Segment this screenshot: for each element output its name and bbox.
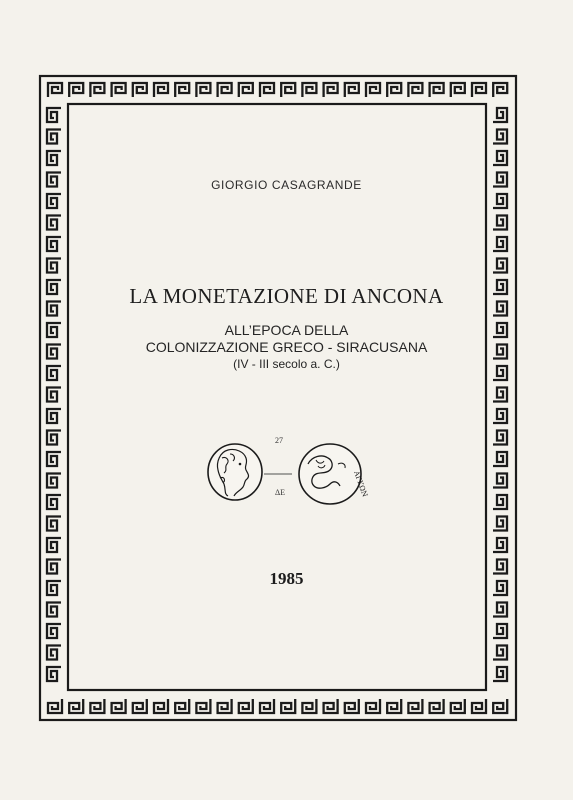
greek-key-unit bbox=[90, 699, 104, 713]
greek-key-unit bbox=[408, 83, 422, 97]
greek-key-unit bbox=[47, 151, 61, 165]
coin-obverse-head-icon bbox=[208, 444, 262, 500]
greek-key-unit bbox=[47, 495, 61, 509]
greek-key-unit bbox=[48, 83, 62, 97]
greek-key-unit bbox=[430, 83, 444, 97]
greek-key-unit bbox=[47, 452, 61, 466]
subtitle-line-2: COLONIZZAZIONE GRECO - SIRACUSANA bbox=[145, 339, 428, 355]
greek-key-unit bbox=[302, 699, 316, 713]
greek-key-unit bbox=[154, 83, 168, 97]
greek-key-unit bbox=[218, 83, 232, 97]
svg-text:ΑΓΚΩΝ: ΑΓΚΩΝ bbox=[352, 469, 369, 499]
coin-mark-bottom: ΔΕ bbox=[275, 488, 286, 497]
greek-key-unit bbox=[451, 83, 465, 97]
greek-key-unit bbox=[47, 646, 61, 660]
greek-key-unit bbox=[47, 108, 61, 122]
greek-key-unit bbox=[90, 83, 104, 97]
greek-key-unit bbox=[493, 216, 507, 230]
greek-key-unit bbox=[47, 388, 61, 402]
greek-key-unit bbox=[408, 699, 422, 713]
greek-key-unit bbox=[69, 83, 83, 97]
greek-key-unit bbox=[47, 130, 61, 144]
greek-key-unit bbox=[493, 151, 507, 165]
coin-reverse-arm-icon bbox=[299, 444, 369, 504]
greek-key-unit bbox=[196, 699, 210, 713]
greek-key-unit bbox=[112, 83, 126, 97]
book-title: LA MONETAZIONE DI ANCONA bbox=[129, 284, 444, 308]
greek-key-unit bbox=[430, 699, 444, 713]
greek-key-unit bbox=[47, 259, 61, 273]
greek-key-unit bbox=[69, 699, 83, 713]
greek-key-unit bbox=[387, 699, 401, 713]
greek-key-unit bbox=[260, 699, 274, 713]
coin-illustration bbox=[200, 434, 370, 514]
subtitle-line-1: ALL’EPOCA DELLA bbox=[224, 322, 349, 338]
greek-key-unit bbox=[47, 409, 61, 423]
greek-key-unit bbox=[302, 83, 316, 97]
greek-key-unit bbox=[175, 83, 189, 97]
greek-key-unit bbox=[47, 517, 61, 531]
greek-key-unit bbox=[133, 83, 147, 97]
greek-key-unit bbox=[47, 194, 61, 208]
greek-key-unit bbox=[366, 83, 380, 97]
greek-key-unit bbox=[493, 624, 507, 638]
greek-key-unit bbox=[47, 667, 61, 681]
greek-key-unit bbox=[493, 667, 507, 681]
greek-key-unit bbox=[493, 495, 507, 509]
greek-key-unit bbox=[493, 83, 507, 97]
greek-key-unit bbox=[47, 216, 61, 230]
greek-key-unit bbox=[472, 83, 486, 97]
greek-key-unit bbox=[472, 699, 486, 713]
greek-key-unit bbox=[196, 83, 210, 97]
greek-key-unit bbox=[493, 474, 507, 488]
subtitle-line-3: (IV - III secolo a. C.) bbox=[233, 357, 340, 371]
greek-key-unit bbox=[493, 699, 507, 713]
greek-key-unit bbox=[260, 83, 274, 97]
greek-key-unit bbox=[239, 699, 253, 713]
greek-key-unit bbox=[154, 699, 168, 713]
greek-key-unit bbox=[493, 603, 507, 617]
greek-key-unit bbox=[218, 699, 232, 713]
greek-key-unit bbox=[493, 237, 507, 251]
greek-key-unit bbox=[366, 699, 380, 713]
greek-key-unit bbox=[493, 409, 507, 423]
greek-key-unit bbox=[493, 259, 507, 273]
greek-key-unit bbox=[47, 538, 61, 552]
greek-key-unit bbox=[239, 83, 253, 97]
greek-key-unit bbox=[345, 699, 359, 713]
greek-key-unit bbox=[47, 624, 61, 638]
greek-key-unit bbox=[493, 646, 507, 660]
greek-key-unit bbox=[324, 83, 338, 97]
greek-key-unit bbox=[281, 83, 295, 97]
greek-key-unit bbox=[493, 517, 507, 531]
greek-key-unit bbox=[451, 699, 465, 713]
publication-year: 1985 bbox=[269, 569, 304, 588]
greek-key-unit bbox=[493, 388, 507, 402]
greek-key-unit bbox=[387, 83, 401, 97]
greek-key-unit bbox=[47, 474, 61, 488]
greek-key-unit bbox=[48, 699, 62, 713]
greek-key-unit bbox=[493, 194, 507, 208]
greek-key-unit bbox=[112, 699, 126, 713]
greek-key-unit bbox=[324, 699, 338, 713]
greek-key-unit bbox=[493, 130, 507, 144]
greek-key-unit bbox=[133, 699, 147, 713]
greek-key-unit bbox=[47, 237, 61, 251]
greek-key-unit bbox=[345, 83, 359, 97]
coin-mark-top: 27 bbox=[275, 436, 283, 445]
author-name: GIORGIO CASAGRANDE bbox=[211, 178, 362, 192]
greek-key-unit bbox=[175, 699, 189, 713]
greek-key-unit bbox=[493, 538, 507, 552]
greek-key-unit bbox=[493, 108, 507, 122]
greek-key-unit bbox=[47, 431, 61, 445]
greek-key-unit bbox=[493, 452, 507, 466]
greek-key-unit bbox=[281, 699, 295, 713]
greek-key-unit bbox=[493, 431, 507, 445]
greek-key-unit bbox=[47, 603, 61, 617]
